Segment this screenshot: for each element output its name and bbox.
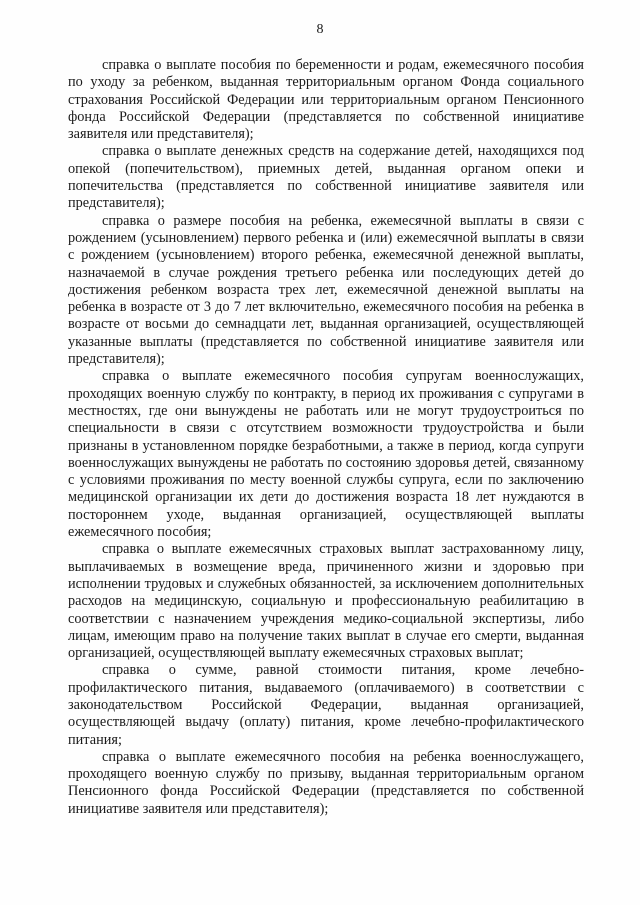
paragraph-guardianship-funds-certificate: справка о выплате денежных средств на содержание детей, находящихся под опекой (попечительством), приемных детей, выданная органом опеки и попечительства (представляется по собственной инициативе заявителя или представителя); <box>68 143 584 212</box>
page-number: 8 <box>316 22 324 37</box>
paragraph-child-benefit-amount-certificate: справка о размере пособия на ребенка, ежемесячной выплаты в связи с рождением (усыновлением) первого ребенка и (или) ежемесячной выплаты в связи с рождением (усыновлением) второго ребенка, ежемесячной денежной выплаты, назначаемой в случае рождения третьего ребенка или последующих детей до достижения ребенком возраста трех лет, ежемесячной денежной выплаты на ребенка в возрасте от 3 до 7 лет включительно, ежемесячного пособия на ребенка в возрасте от восьми до семнадцати лет, выданная организацией, осуществляющей указанные выплаты (представляется по собственной инициативе заявителя или представителя); <box>68 212 584 368</box>
paragraph-military-spouse-benefit-certificate: справка о выплате ежемесячного пособия супругам военнослужащих, проходящих военную службу по контракту, в период их проживания с супругами в местностях, где они вынуждены не работать или не могут трудоустроиться по специальности в связи с отсутствием возможности трудоустройства и были признаны в установленном порядке безработными, а также в период, когда супруги военнослужащих вынуждены не работать по состоянию здоровья детей, связанному с условиями проживания по месту военной службы супруга, если по заключению медицинской организации их дети до достижения возраста 18 лет нуждаются в постороннем уходе, выданная организацией, осуществляющей выплаты ежемесячного пособия; <box>68 368 584 541</box>
paragraph-insurance-payments-certificate: справка о выплате ежемесячных страховых выплат застрахованному лицу, выплачиваемых в возмещение вреда, причиненного жизни и здоровью при исполнении трудовых и служебных обязанностей, за исключением дополнительных расходов на медицинскую, социальную и профессиональную реабилитацию в соответствии с назначением учреждения медико-социальной экспертизы, либо лицам, имеющим право на получение таких выплат в случае его смерти, выданная организацией, осуществляющей выплату ежемесячных страховых выплат; <box>68 541 584 662</box>
paragraph-conscript-child-benefit-certificate: справка о выплате ежемесячного пособия на ребенка военнослужащего, проходящего военную службу по призыву, выданная территориальным органом Пенсионного фонда Российской Федерации (представляется по собственной инициативе заявителя или представителя); <box>68 748 584 817</box>
paragraph-pregnancy-benefit-certificate: справка о выплате пособия по беременности и родам, ежемесячного пособия по уходу за ребенком, выданная территориальным органом Фонда социального страхования Российской Федерации или территориальным органом Пенсионного фонда Российской Федерации (представляется по собственной инициативе заявителя или представителя); <box>68 57 584 143</box>
paragraph-meal-cost-certificate: справка о сумме, равной стоимости питания, кроме лечебно-профилактического питания, выдаваемого (оплачиваемого) в соответствии с законодательством Российской Федерации, выданная организацией, осуществляющей выдачу (оплату) питания, кроме лечебно-профилактического питания; <box>68 662 584 748</box>
document-body <box>68 57 584 818</box>
